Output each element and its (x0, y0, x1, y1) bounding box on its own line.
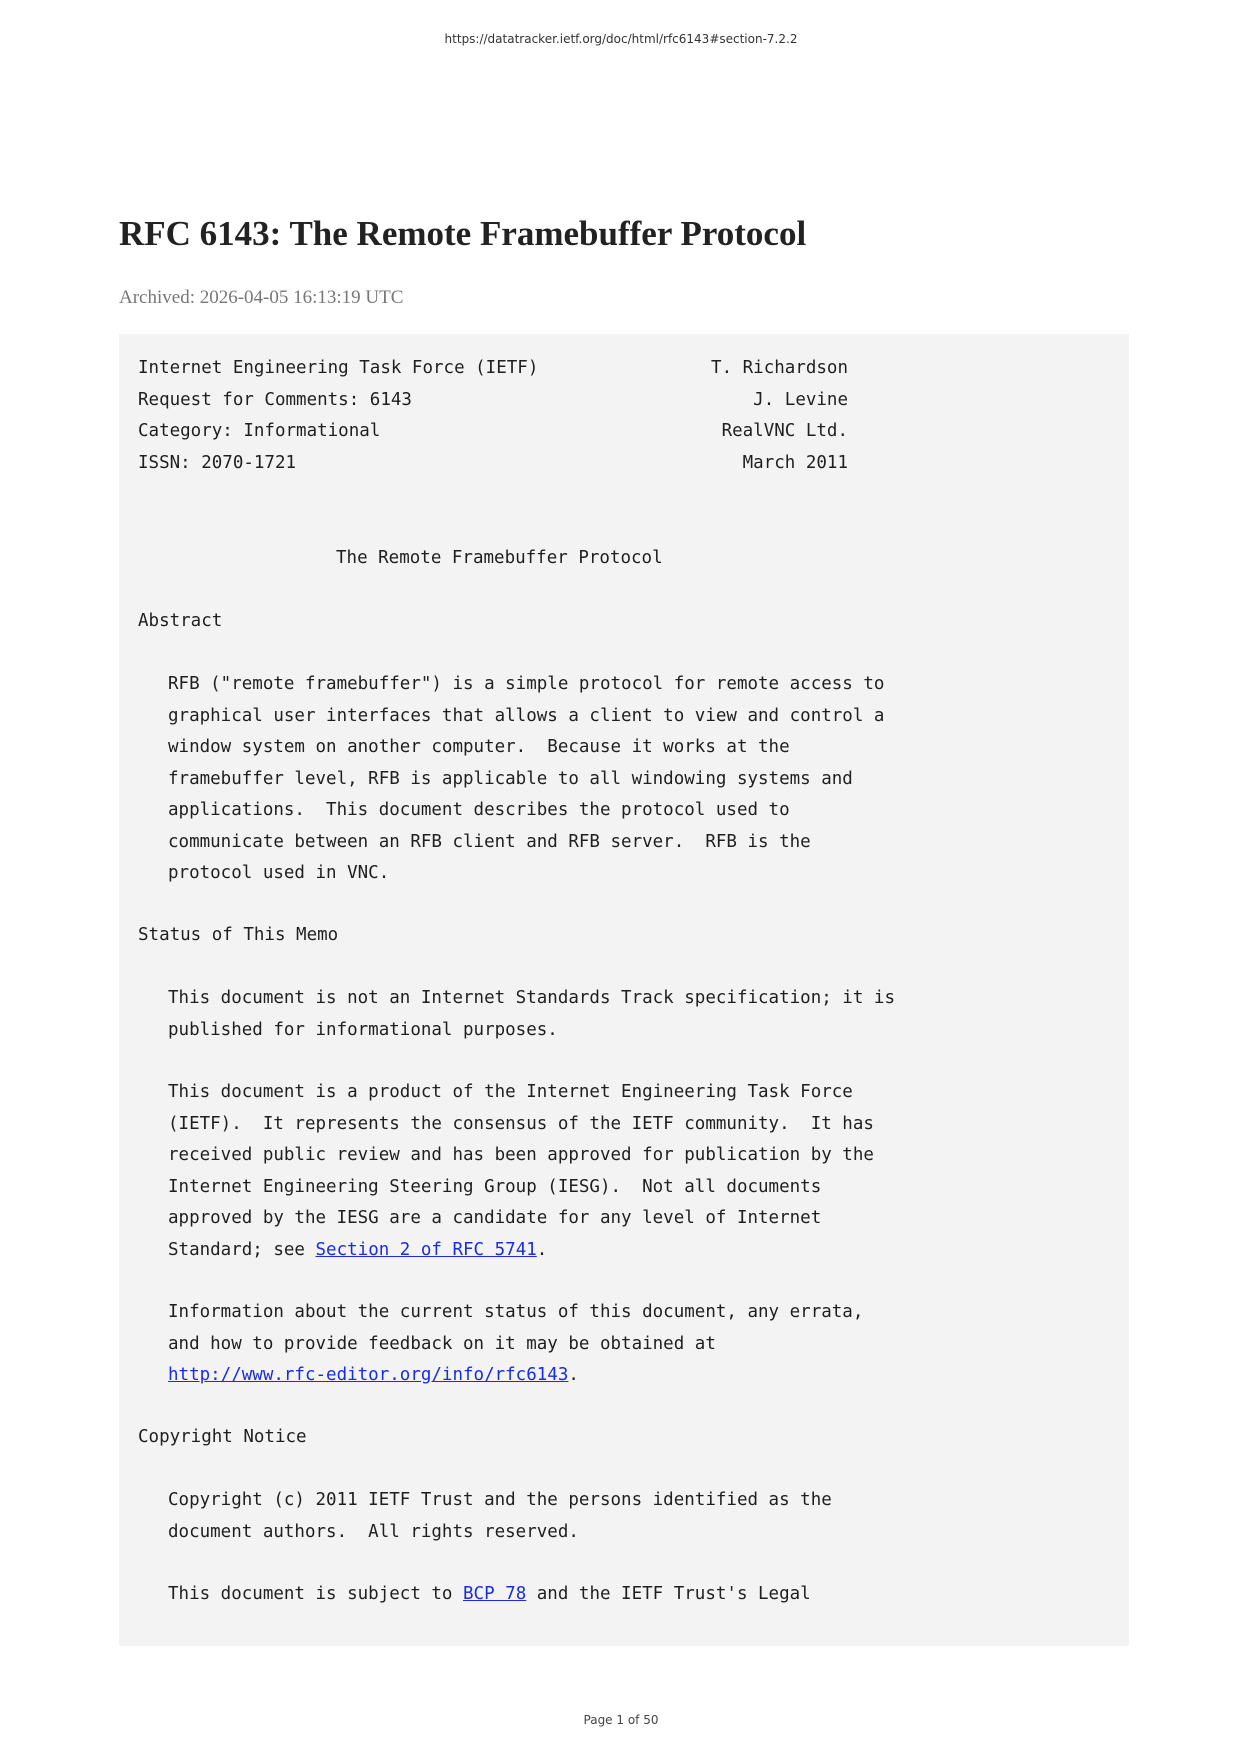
status-line: Internet Engineering Steering Group (IESG). Not all documents (168, 1176, 822, 1197)
header-right (138, 353, 848, 479)
page-footer: Page 1 of 50 (583, 1713, 659, 1727)
abstract-line: graphical user interfaces that allows a client to view and control a (168, 705, 885, 726)
status-line: approved by the IESG are a candidate for any level of Internet (168, 1208, 822, 1228)
copyright-para-1 (168, 1485, 832, 1548)
header-right-line: J. Levine (753, 389, 848, 410)
abstract-line: protocol used in VNC. (168, 863, 390, 883)
page-url: https://datatracker.ietf.org/doc/html/rfc6143#section-7.2.2 (444, 32, 798, 46)
abstract-line: RFB ("remote framebuffer") is a simple protocol for remote access to (168, 674, 885, 694)
abstract-line: framebuffer level, RFB is applicable to all windowing systems and (168, 768, 853, 789)
copyright-line: Copyright (c) 2011 IETF Trust and the persons identified as the (168, 1490, 832, 1510)
page-title: RFC 6143: The Remote Framebuffer Protocol (119, 214, 807, 253)
status-line: received public review and has been approved for publication by the (168, 1145, 874, 1165)
abstract-line: applications. This document describes the protocol used to (168, 800, 790, 820)
status-line: http://www.rfc-editor.org/info/rfc6143. (168, 1365, 579, 1385)
status-line: (IETF). It represents the consensus of the IETF community. It has (168, 1113, 874, 1134)
status-para-2 (168, 1077, 874, 1266)
bcp78-link[interactable]: BCP 78 (463, 1584, 527, 1604)
header-right-line: RealVNC Ltd. (721, 421, 848, 441)
header-left-line: ISSN: 2070-1721 (138, 452, 297, 473)
copyright-para-2: This document is subject to BCP 78 and the IETF Trust's Legal (168, 1584, 811, 1604)
header-left-line: Internet Engineering Task Force (IETF) (138, 358, 539, 378)
status-line: Standard; see Section 2 of RFC 5741. (168, 1239, 548, 1260)
abstract-text (168, 669, 884, 890)
status-para-1 (168, 983, 895, 1046)
status-line: published for informational purposes. (168, 1019, 558, 1040)
copyright-line: document authors. All rights reserved. (168, 1521, 579, 1542)
doc-title: The Remote Framebuffer Protocol (336, 548, 663, 568)
status-line: This document is not an Internet Standards Track specification; it is (168, 988, 895, 1008)
status-line: This document is a product of the Internet Engineering Task Force (168, 1082, 853, 1102)
status-line: Information about the current status of this document, any errata, (168, 1302, 864, 1322)
document-body (119, 334, 1129, 1646)
header-left-line: Request for Comments: 6143 (138, 389, 412, 410)
status-heading: Status of This Memo (138, 925, 339, 945)
status-para-3 (168, 1297, 863, 1392)
status-line: and how to provide feedback on it may be obtained at (168, 1333, 716, 1354)
rfc5741-link[interactable]: Section 2 of RFC 5741 (315, 1239, 537, 1260)
rfc-editor-link[interactable]: http://www.rfc-editor.org/info/rfc6143 (168, 1365, 569, 1385)
copyright-heading: Copyright Notice (138, 1427, 307, 1447)
archived-timestamp: Archived: 2026-04-05 16:13:19 UTC (119, 287, 404, 308)
abstract-line: window system on another computer. Because it works at the (168, 737, 790, 757)
header-right-line: March 2011 (742, 452, 848, 473)
header-right-line: T. Richardson (711, 358, 848, 378)
abstract-heading: Abstract (138, 611, 223, 631)
abstract-line: communicate between an RFB client and RFB server. RFB is the (168, 831, 811, 852)
header-left-line: Category: Informational (138, 421, 381, 441)
